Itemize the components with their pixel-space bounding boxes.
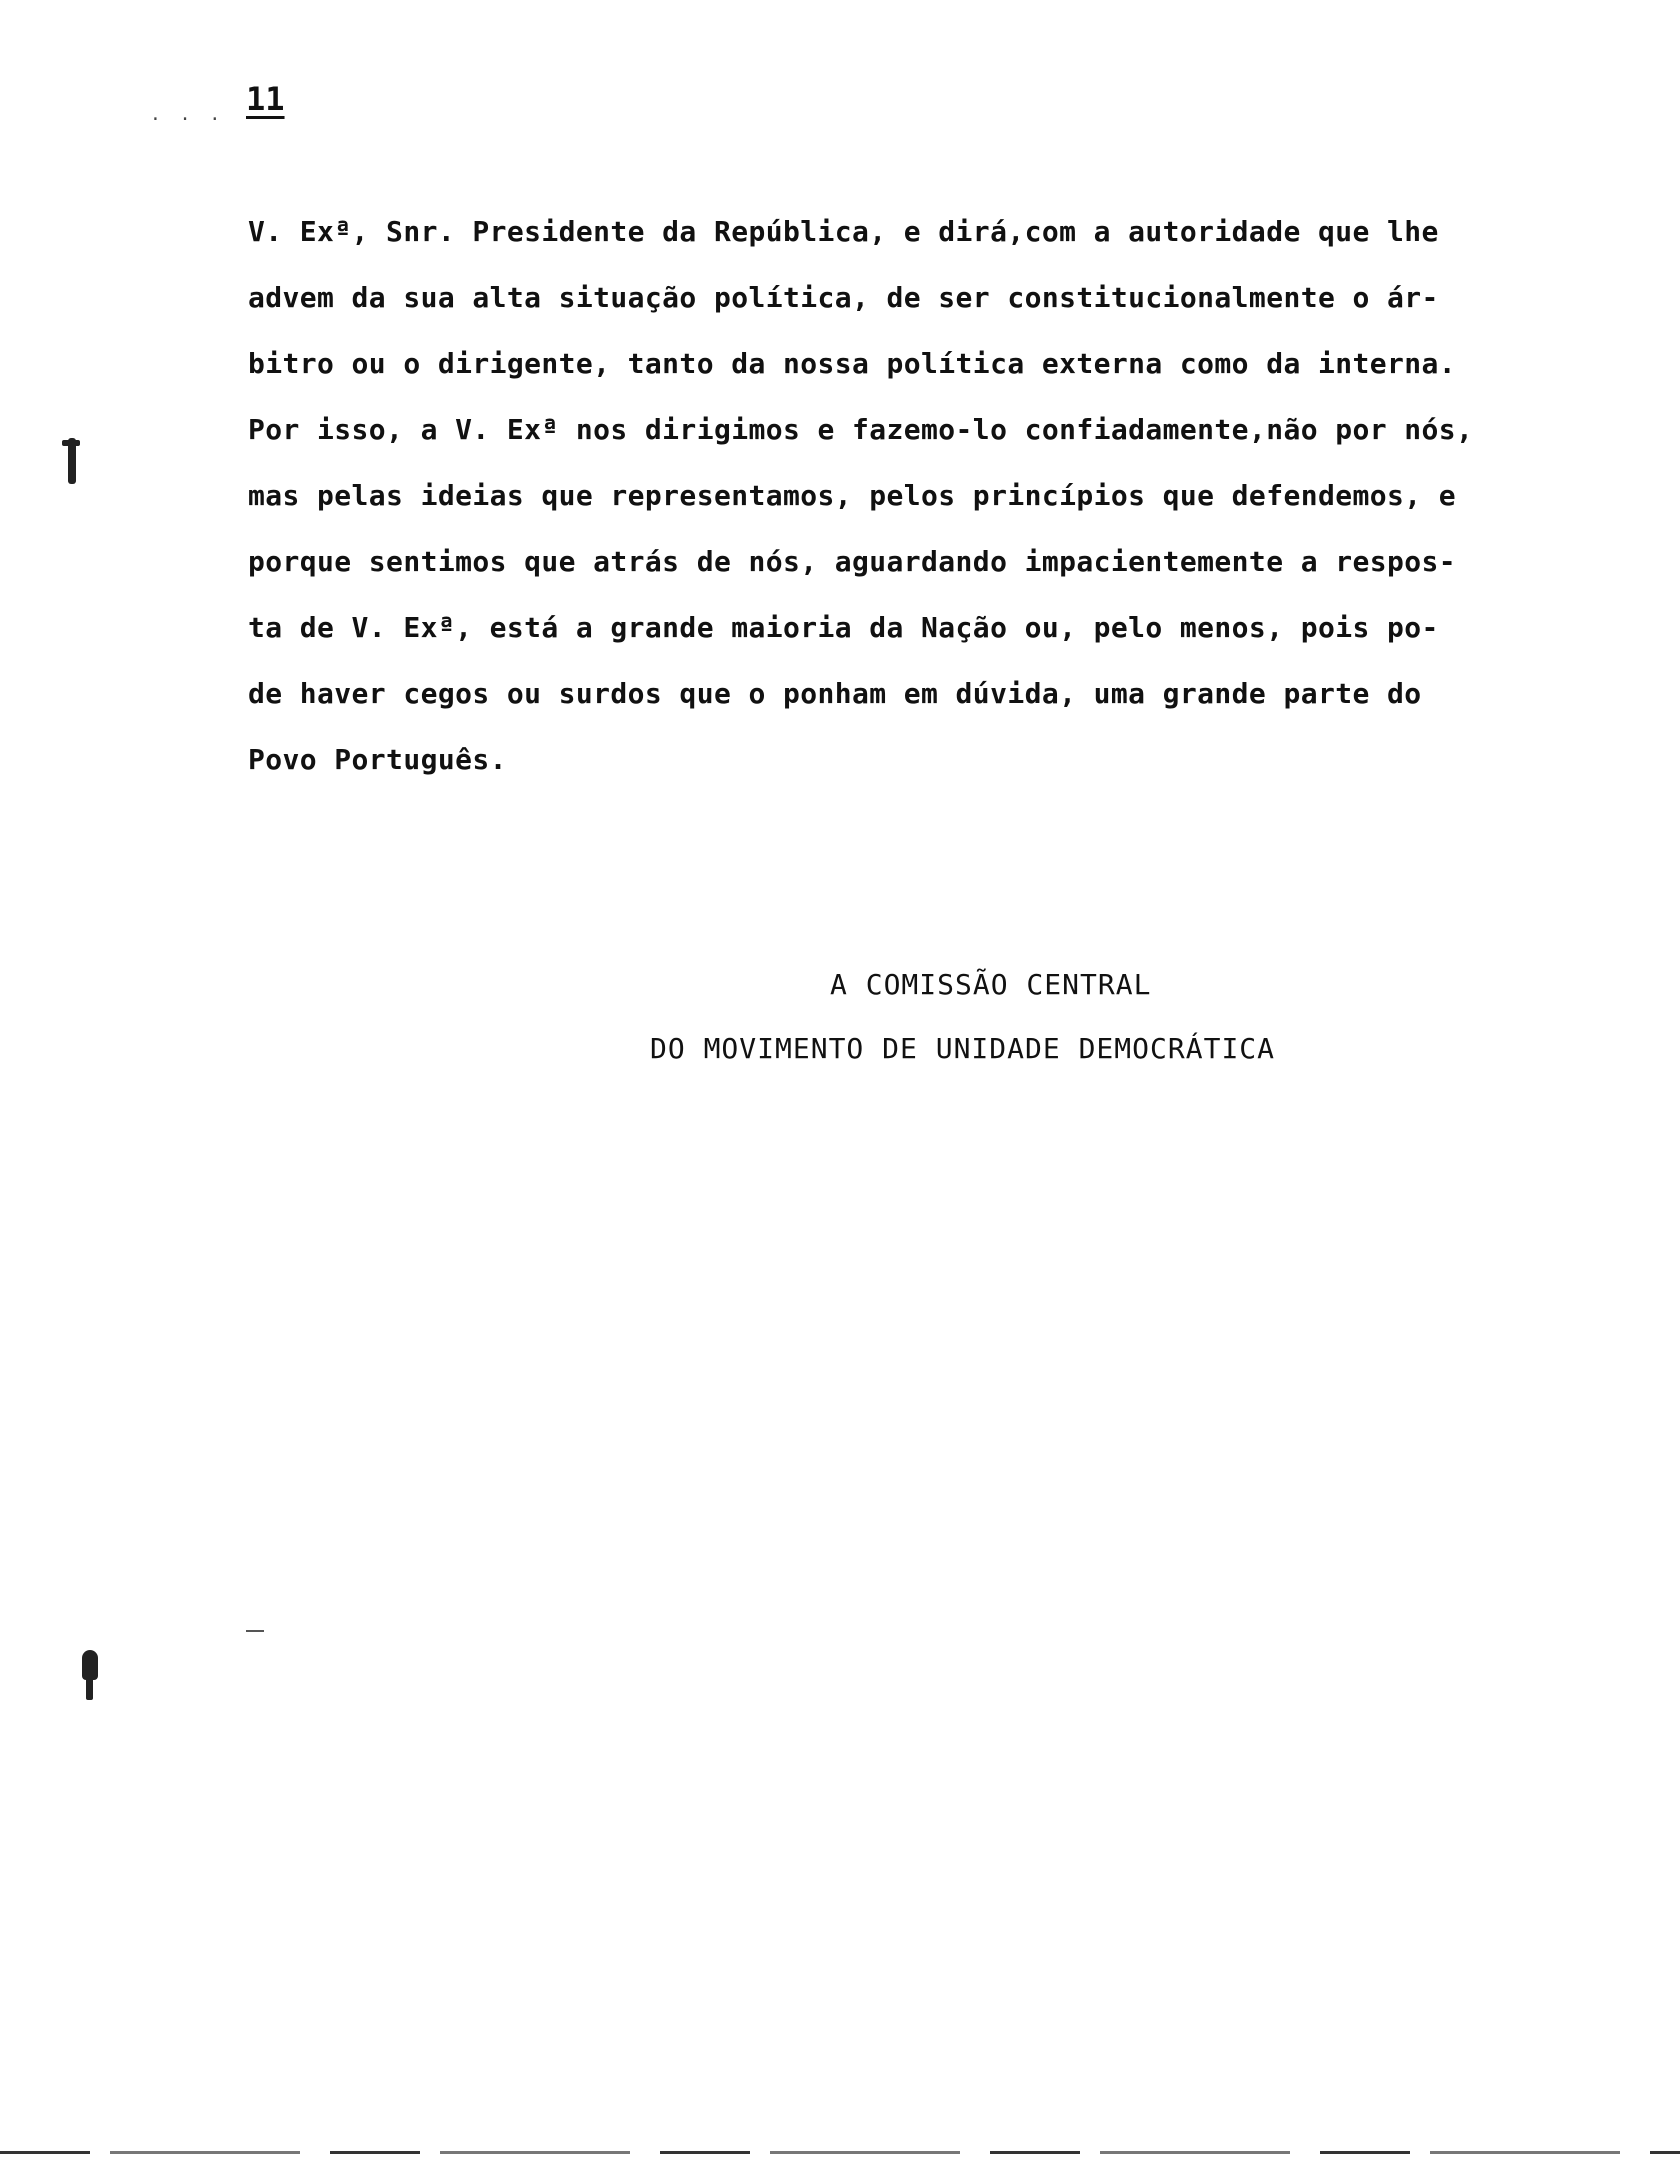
signature-line-1: A COMISSÃO CENTRAL [830, 968, 1152, 1001]
body-line: Por isso, a V. Exª nos dirigimos e fazemo-lo confiadamente,não por nós, [248, 413, 1474, 446]
body-line: Povo Português. [248, 743, 507, 776]
page-number: 11 [246, 80, 285, 118]
page-bottom-edge [0, 2151, 1680, 2154]
body-line: V. Exª, Snr. Presidente da República, e dirá,com a autoridade que lhe [248, 215, 1439, 248]
margin-dots: . . . [150, 104, 225, 125]
body-line: advem da sua alta situação política, de ser constitucionalmente o ár- [248, 281, 1439, 314]
signature-line-2: DO MOVIMENTO DE UNIDADE DEMOCRÁTICA [650, 1032, 1276, 1065]
body-line: bitro ou o dirigente, tanto da nossa política externa como da interna. [248, 347, 1457, 380]
body-line: de haver cegos ou surdos que o ponham em dúvida, uma grande parte do [248, 677, 1422, 710]
body-line: porque sentimos que atrás de nós, aguardando impacientemente a respos- [248, 545, 1457, 578]
body-line: mas pelas ideias que representamos, pelos princípios que defendemos, e [248, 479, 1457, 512]
scan-mark [246, 1630, 264, 1632]
scan-mark [62, 440, 80, 446]
body-line: ta de V. Exª, está a grande maioria da Nação ou, pelo menos, pois po- [248, 611, 1439, 644]
letter-body [248, 212, 1638, 806]
scan-mark [86, 1676, 93, 1700]
